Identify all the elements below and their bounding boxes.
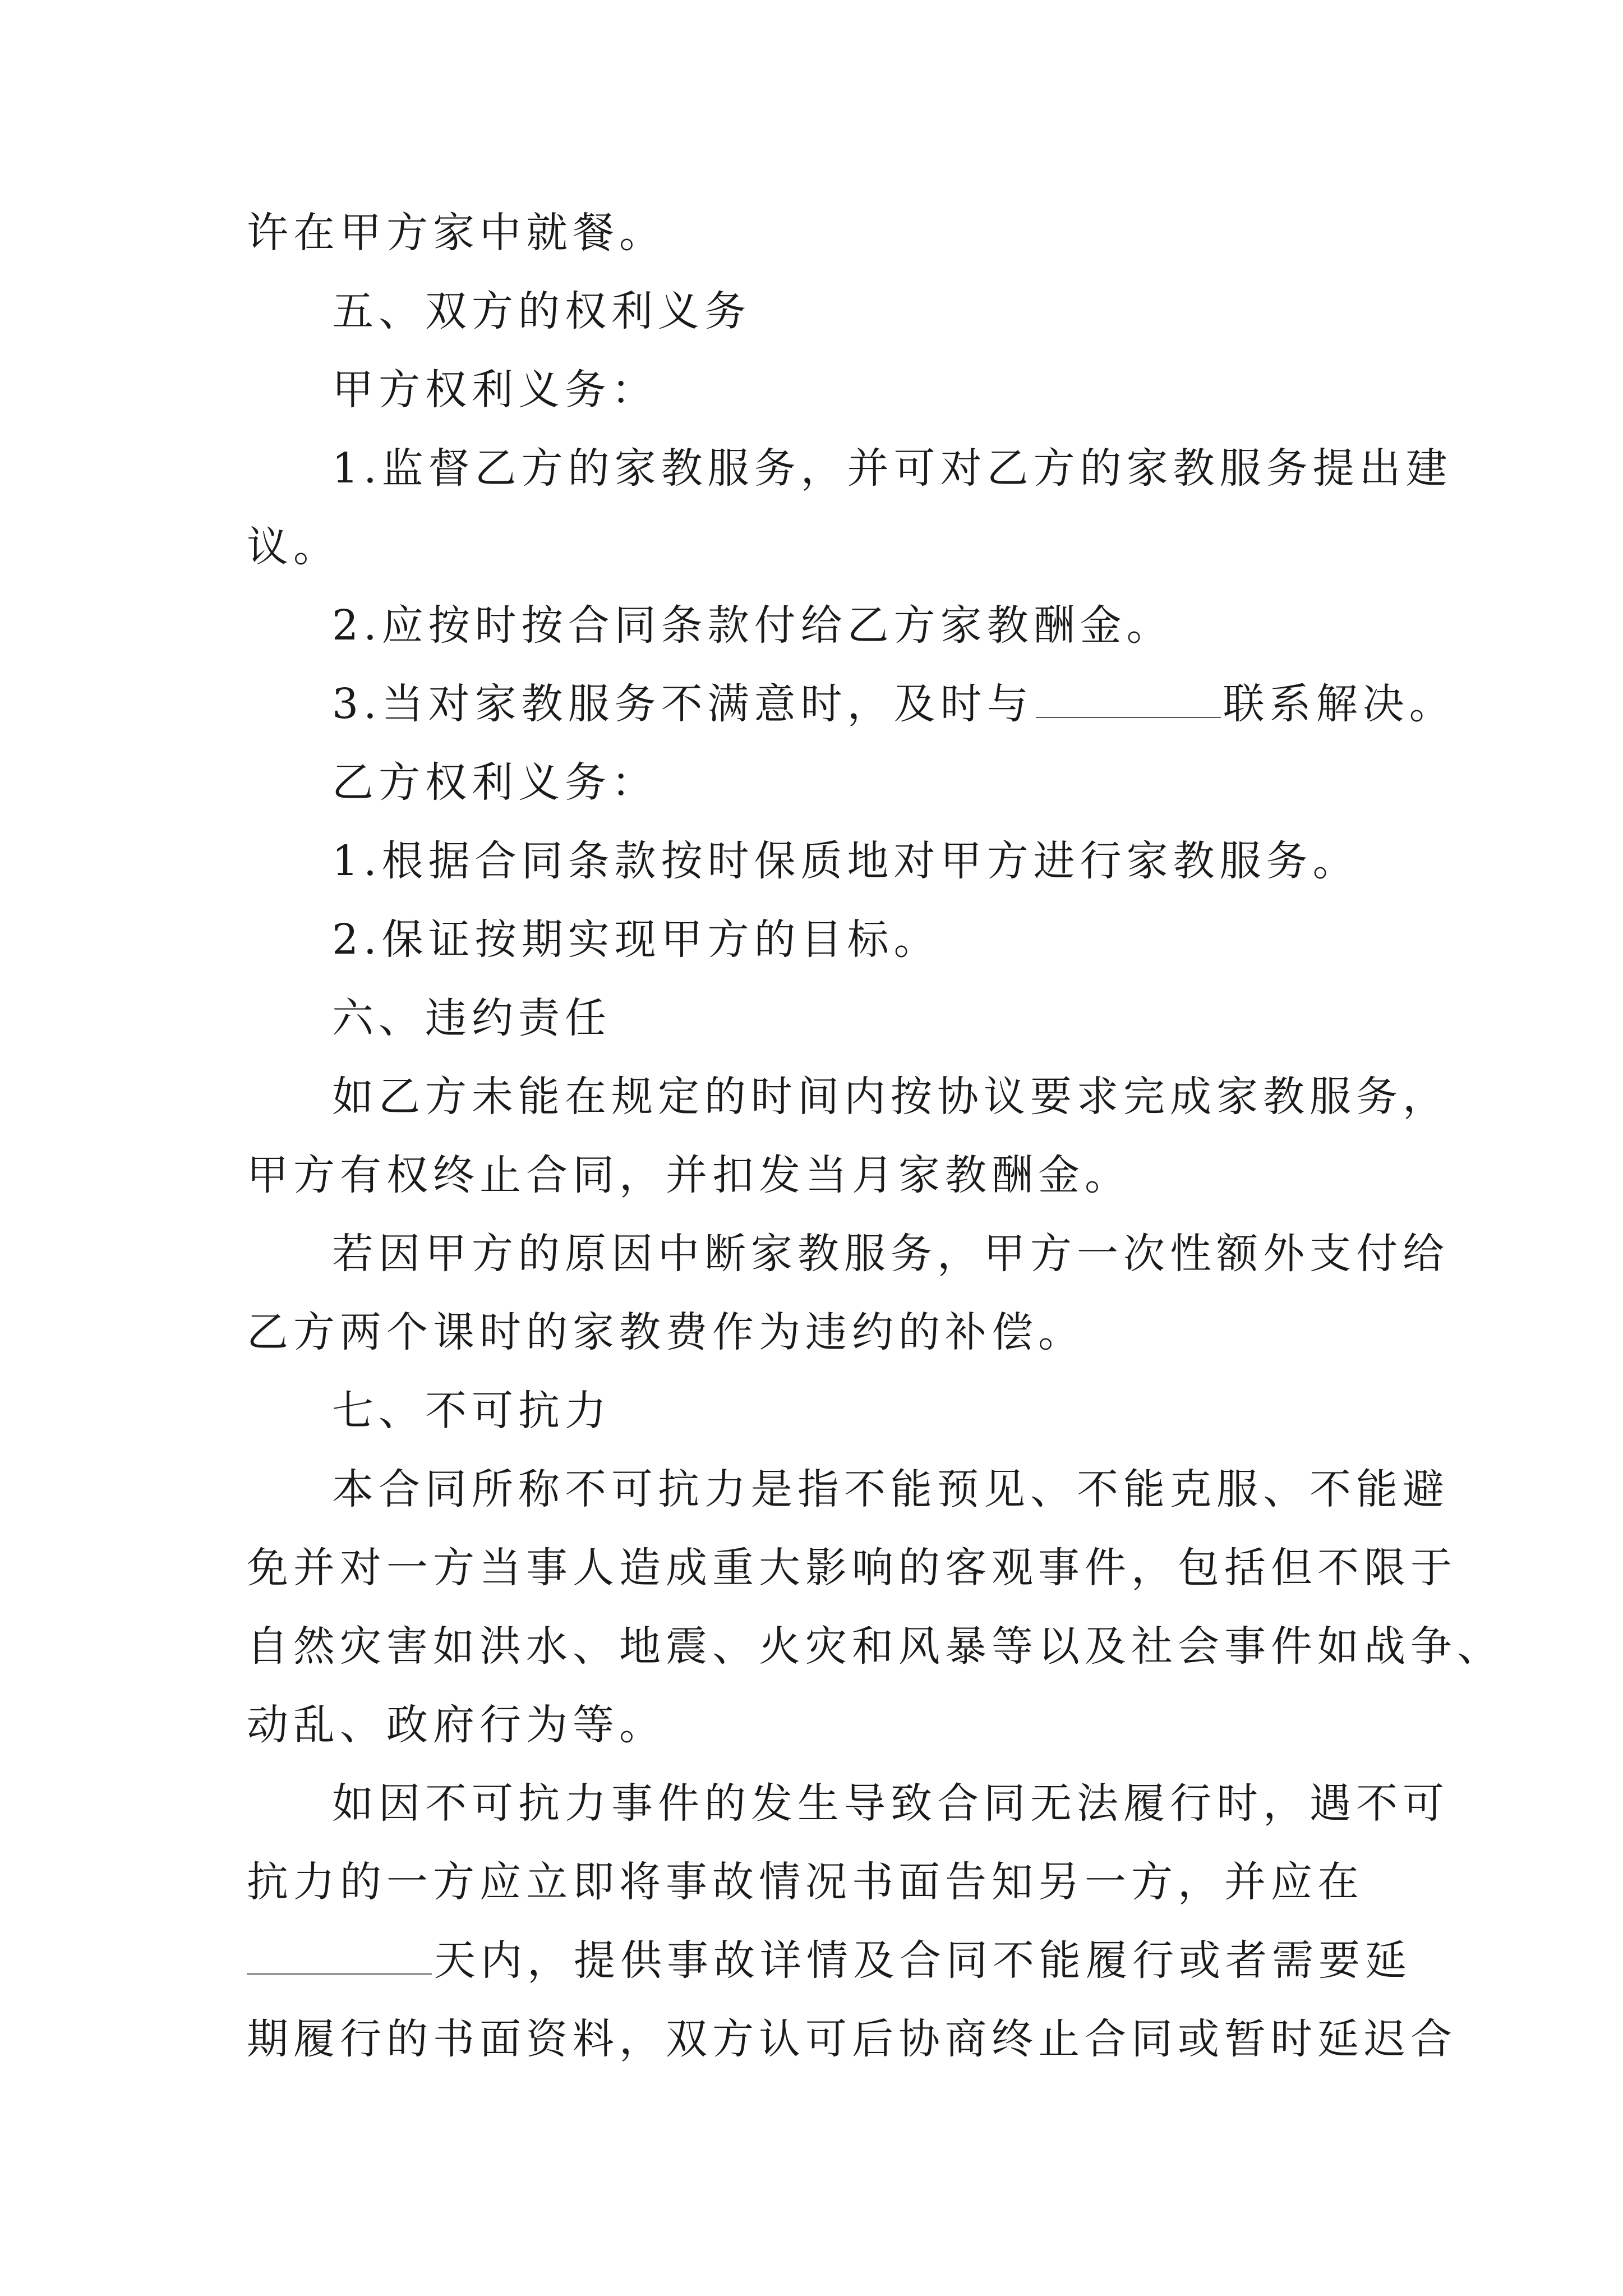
- text-line: 动乱、政府行为等。: [247, 1701, 666, 1749]
- fill-in-blank: [247, 1934, 432, 1975]
- text-line: 议。: [247, 523, 340, 571]
- subsection-heading: 甲方权利义务：: [332, 366, 658, 414]
- text-line: 若因甲方的原因中断家教服务，甲方一次性额外支付给: [332, 1230, 1449, 1278]
- text-line: 1.监督乙方的家教服务，并可对乙方的家教服务提出建: [332, 444, 1453, 493]
- text-segment: 联系解决。: [1223, 680, 1456, 728]
- text-line: 2.保证按期实现甲方的目标。: [332, 915, 940, 964]
- subsection-heading: 乙方权利义务：: [332, 758, 658, 807]
- section-heading: 六、违约责任: [332, 994, 611, 1042]
- text-line: 免并对一方当事人造成重大影响的客观事件，包括但不限于: [247, 1544, 1457, 1592]
- text-line: 期履行的书面资料，双方认可后协商终止合同或暂时延迟合: [247, 2015, 1457, 2063]
- text-line: 本合同所称不可抗力是指不能预见、不能克服、不能避: [332, 1465, 1449, 1513]
- text-line: 1.根据合同条款按时保质地对甲方进行家教服务。: [332, 837, 1359, 885]
- text-segment: 天内，提供事故详情及合同不能履行或者需要延: [434, 1936, 1412, 1985]
- text-line: 如乙方未能在规定的时间内按协议要求完成家教服务，: [332, 1073, 1449, 1121]
- text-line: 2.应按时按合同条款付给乙方家教酬金。: [332, 601, 1173, 650]
- text-segment: 3.当对家教服务不满意时，及时与: [332, 680, 1034, 728]
- text-line: 乙方两个课时的家教费作为违约的补偿。: [247, 1308, 1085, 1356]
- fill-in-blank: [1036, 678, 1221, 718]
- section-heading: 七、不可抗力: [332, 1387, 611, 1435]
- text-line: [247, 665, 1456, 743]
- section-heading: 五、双方的权利义务: [332, 287, 751, 335]
- text-line: 如因不可抗力事件的发生导致合同无法履行时，遇不可: [332, 1779, 1449, 1828]
- text-line: 自然灾害如洪水、地震、火灾和风暴等以及社会事件如战争、: [247, 1622, 1504, 1671]
- document-page: [247, 194, 1504, 2078]
- text-line: [247, 1921, 1412, 2000]
- text-line: 许在甲方家中就餐。: [247, 209, 666, 257]
- text-line: 甲方有权终止合同，并扣发当月家教酬金。: [247, 1151, 1131, 1199]
- text-line: 抗力的一方应立即将事故情况书面告知另一方，并应在: [247, 1858, 1364, 1906]
